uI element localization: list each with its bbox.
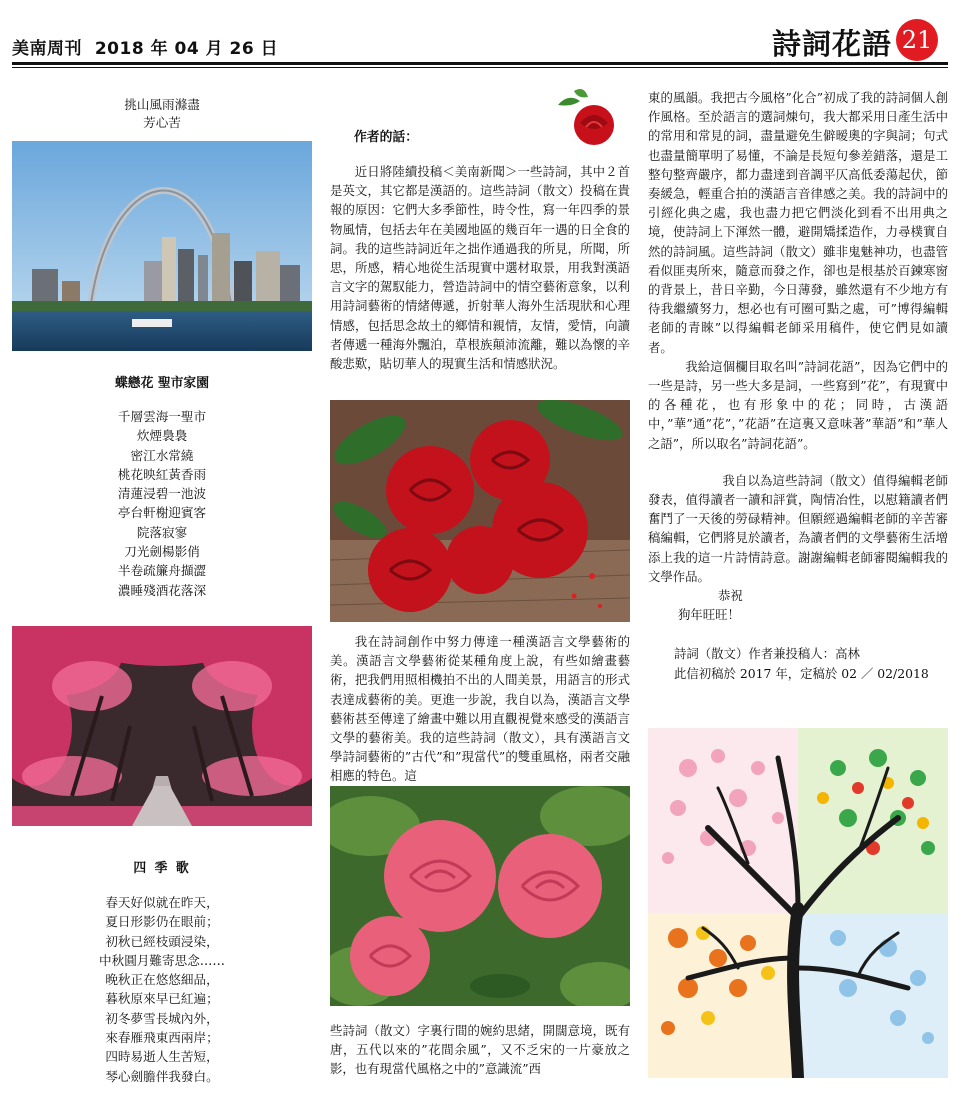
poem-line: 琴心劍膽伴我發白。 — [105, 1068, 219, 1084]
paragraph: 我在詩詞創作中努力傳達一種漢語言文學藝術的美。漢語言文學藝術從某種角度上說，有些如繪畫藝術，把我們用照相機拍不出的人間美景，用語言的形式表達成藝術的美。更進一步說，我自以為，漢語言文學藝術甚至傳達了繪畫中難以用直觀視覺來感受的漢語言文學的藝術美。我的這些詩詞（散文），具有漢語言文學詩詞藝術的”古代”和”現當代”的雙重風格，兩者交融相應的特色。這 — [330, 634, 630, 784]
four-seasons-tree-illustration — [648, 728, 948, 1078]
poem1-header — [12, 96, 312, 132]
pink-roses-photo — [330, 786, 630, 1006]
paragraph: 些詩詞（散文）字裏行間的婉約思緒，開闊意境，既有唐，五代以來的”花間余風”，又不乏宋的一片豪放之影，也有現當代風格之中的”意識流”西 — [330, 1023, 630, 1077]
paragraph: 東的風韻。我把古今風格”化合”初成了我的詩詞個人創作風格。至於語言的選詞煉句，我大都采用日產生活中的常用和常見的詞，盡量避免生僻暧奧的字與詞；句式也盡量簡單明了易懂，不論是長短句參差錯落，還是工整句整齊嚴序，都力盡達到音調平仄高低委蕩起伏，節奏緩急，輕重合拍的漢語言音律感之美。我的詩詞中的引經化典之處，我也盡力把它們淡化到看不出用典之境，使詩詞上下渾然一體，避開矯揉造作，力尋樸實自然的詩詞風。這些詩詞（散文）雖非鬼魅神功，也盡管看似匪夷所來，隨意而發之作，卻也是根基於百鍊寒窗的背景上，昔日辛勤，今日薄發，雖然還有不少地方有待我繼續努力，想必也有可圈可點之處，可”博得編輯老師的青睞”以得編輯老師采用稿件，使它們見如讀者。 — [648, 90, 948, 355]
masthead — [12, 34, 278, 59]
poem-line: 半卷疏簾舟擷澀 — [117, 563, 207, 579]
paragraph: 近日將陸續投稿＜美南新聞＞一些詩詞，其中２首是英文，其它都是漢語的。這些詩詞（散文）投稿在貴報的原因：它們大多季節性，時令性，寫一年四季的景物風情，包括去年在美國地區的幾百年一遇的日全食的詞。我的這些詩詞近年之拙作通過我的所見，所聞，所思，所感，精心地從生活現實中選材取景，用我對漢語言文字的駕馭能力，營造詩詞中的情空藝術意象，以利用詩詞藝術的情緒傳遞，折射華人海外生活現狀和心理情感，包括思念故土的鄉情和親情，友情，愛情，向讀者傳遞一種海外飄泊，草根族顛沛流離，難以為懷的辛酸悲歎，貼切華人的現實生活和情感狀況。 — [330, 164, 630, 372]
poem-line: 初冬夢雪長城內外， — [105, 1010, 219, 1026]
poem-line: 初秋已經枝頭浸染， — [105, 933, 219, 949]
poem-line: 桃花映紅黃香雨 — [117, 466, 207, 482]
poem-line: 密江水常繞 — [130, 447, 194, 463]
poem-line: 濃睡殘酒花落深 — [117, 582, 207, 598]
poem-line: 院落寂寥 — [136, 524, 188, 540]
poem2-title: 蝶戀花 聖市家園 — [114, 376, 210, 391]
paragraph: 我自以為這些詩詞（散文）值得編輯老師發表，值得讀者一讀和評賞，陶情冶性，以慰籍讀者們奮鬥了一天後的勞碌精神。但願經過編輯老師的辛苦審稿編輯，它們將見於讀者，為讀者們的文學藝術生活增添上我的這一片詩情詩意。謝謝編輯老師審閱編輯我的文學作品。 — [648, 472, 948, 584]
poem1-title: 挑山風雨滌盡 — [124, 97, 200, 112]
poem-line: 春天好似就在昨天， — [105, 895, 219, 910]
poem3-title: 四 季 歌 — [133, 861, 191, 876]
section-title: 詩詞花語 — [772, 27, 893, 61]
author-note-para1 — [330, 162, 630, 373]
poem-line: 亭台軒榭迎賓客 — [117, 505, 207, 521]
closing-wish: 狗年旺旺！ — [678, 607, 740, 623]
signature-author: 詩詞（散文）作者兼投稿人：高林 — [674, 646, 860, 662]
closing-greeting: 恭祝 — [718, 588, 743, 604]
poem-line: 千層雲海一聖市 — [117, 409, 207, 424]
author-note-para3 — [330, 1021, 630, 1079]
poem-line: 刀光劍楊影俏 — [124, 544, 200, 560]
paper-name: 美南周刊 — [12, 39, 82, 59]
author-note-right — [648, 88, 948, 683]
single-rose-icon — [548, 85, 620, 151]
poem3-body — [12, 893, 312, 1086]
blossom-road-photo — [12, 626, 312, 826]
poem-line: 清蓮浸碧一池波 — [117, 486, 207, 502]
issue-date: 2018 年 04 月 26 日 — [94, 39, 279, 59]
poem1-author: 芳心苦 — [143, 115, 181, 130]
poem-line: 中秋圓月難寄思念…… — [99, 952, 225, 968]
paragraph: 我給這個欄目取名叫”詩詞花語”，因為它們中的一些是詩，另一些大多是詞，一些寫到”花”，有現實中的各種花，也有形象中的花；同時，古漢語中，”華”通”花”，”花語”在這裏又意味著”華語”和”華人之語”，所以取名”詩詞花語”。 — [648, 358, 948, 451]
author-note-heading: 作者的話： — [354, 130, 418, 145]
poem-line: 暮秋原來早已紅遍； — [105, 991, 219, 1007]
poem-line: 晚秋正在悠悠細品， — [105, 972, 219, 988]
poem-line: 炊煙裊裊 — [136, 428, 188, 444]
signature-date: 此信初稿於 2017 年，定稿於 02 ／ 02/2018 — [674, 665, 929, 681]
poem-line: 來春雁飛東西兩岸； — [105, 1030, 219, 1046]
red-roses-photo — [330, 400, 630, 622]
arch-photo — [12, 141, 312, 351]
poem-line: 夏日形影仍在眼前； — [105, 914, 219, 930]
poem-line: 四時易逝人生苦短， — [105, 1049, 219, 1065]
poem2-body — [12, 407, 312, 600]
header-rule-thin — [12, 67, 948, 68]
page-number-badge: 21 — [896, 19, 938, 61]
header-rule — [12, 62, 948, 65]
author-note-para2 — [330, 632, 630, 786]
